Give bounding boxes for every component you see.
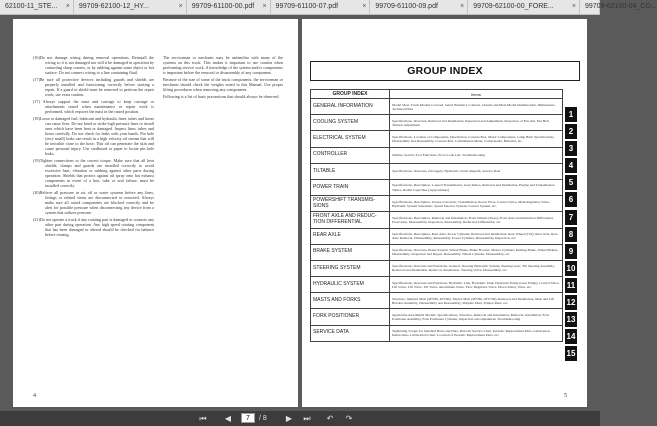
intro-paragraph: The serviceman or mechanic may be unfamiliar with many of the systems on this truck. This makes it important to use caution when performing service work. A knowledge of the system and/or components is important before the removal or disassembly of any component. bbox=[163, 55, 283, 75]
first-page-icon[interactable]: ⏮ bbox=[199, 414, 207, 423]
section-tab-column bbox=[563, 106, 577, 362]
group-name: POWERSHIFT TRANSMIS-SIONS bbox=[311, 196, 390, 212]
text-column-right bbox=[163, 55, 283, 101]
group-name: CONTROLLER bbox=[311, 147, 390, 163]
section-tab[interactable] bbox=[563, 209, 577, 226]
section-tab[interactable] bbox=[563, 157, 577, 174]
table-row[interactable] bbox=[311, 115, 563, 131]
group-items: Tightening Torque for Standard Bolts and Nuts, Periodic Service Chart, Periodic Replacement Parts, Lubrication Instructions, Lubrication Chart, Location of Periodic Replacement Parts, etc. bbox=[390, 325, 563, 341]
column-header-group: GROUP INDEX bbox=[311, 90, 390, 99]
tab-label: 99709-62100-04_CO... bbox=[585, 3, 657, 10]
section-tab-number: 8 bbox=[565, 227, 577, 242]
section-tab[interactable] bbox=[563, 174, 577, 191]
group-items: Applicable Attachment Models, Specifications, Structure, Removal and Installation, Removal, Installation, Fork Positioner Assembly, Fork Positioner Cylinder, Inspection and adjustment, Troubleshooting bbox=[390, 309, 563, 325]
group-name: TILTABLE bbox=[311, 163, 390, 179]
section-tab-number: 13 bbox=[565, 312, 577, 327]
tab-label: 99709-62100-12_HY... bbox=[78, 3, 149, 10]
undo-icon[interactable]: ↶ bbox=[326, 414, 334, 423]
text-column-left bbox=[33, 55, 154, 239]
group-items: Specifications, Location of Components, Description, Console Box, Major Components, Lamp Bulb Specifications, Disassembly and Reassembly, Console Box, Combination Meter, Components, Batteries, etc. bbox=[390, 131, 563, 147]
precaution-paragraph: (19)Tighten connections to the correct torque. Make sure that all heat shields, clamps and guards are installed correctly to avoid excessive heat, vibration or rubbing against other parts during operation. Shields that protect against oil spray onto hot exhaust components in event of a line, tube or seal failure, must be installed correctly. bbox=[33, 158, 154, 188]
section-tab-number: 1 bbox=[565, 107, 577, 122]
section-tab-number: 12 bbox=[565, 295, 577, 310]
redo-icon[interactable]: ↷ bbox=[345, 414, 353, 423]
pdf-page-right bbox=[302, 19, 587, 407]
close-icon[interactable]: × bbox=[362, 3, 367, 10]
table-row[interactable] bbox=[311, 179, 563, 195]
group-items: Specifications, Description, Torque Converter, Transmission, Power Flow, Control Valve, Main Regulator Valve, Hydraulic System Schematic, Speed Selector System, Control System, etc. bbox=[390, 196, 563, 212]
section-tab-number: 6 bbox=[565, 192, 577, 207]
close-icon[interactable]: × bbox=[178, 3, 183, 10]
document-tab[interactable] bbox=[271, 0, 371, 14]
close-icon[interactable]: × bbox=[65, 3, 70, 10]
section-tab[interactable] bbox=[563, 328, 577, 345]
precaution-paragraph: (20)Relieve all pressure in air, oil or water systems before any lines, fittings or related items are disconnected or removed. Always make sure all raised components are blocked correctly and be alert for possible pressure when disconnecting any device from a system that utilizes pressure. bbox=[33, 190, 154, 215]
section-tab-number: 3 bbox=[565, 141, 577, 156]
precaution-paragraph: (17) Always support the mast and carriage to keep carriage or attachments raised when maintenance or repair work is performed, which requires the mast in the raised position. bbox=[33, 99, 154, 114]
group-name: STEERING SYSTEM bbox=[311, 260, 390, 276]
group-name: BRAKE SYSTEM bbox=[311, 244, 390, 260]
group-name: POWER TRAIN bbox=[311, 179, 390, 195]
table-row[interactable] bbox=[311, 277, 563, 293]
section-tab[interactable] bbox=[563, 277, 577, 294]
page-total: / 8 bbox=[259, 415, 267, 422]
column-header-items: Items bbox=[390, 90, 563, 99]
table-row[interactable] bbox=[311, 244, 563, 260]
group-items: Model View, Truck Models Covered, Serial Number Locations, Chassis and Mast Model Identification, Dimensions, Technical Data bbox=[390, 99, 563, 115]
group-items: Specifications, Structure, Removal and Installation, Inspection and Adjustment, Inspection of Fan belt, Fan Belt Tension Adjustment bbox=[390, 115, 563, 131]
section-tab[interactable] bbox=[563, 345, 577, 362]
section-tab-number: 2 bbox=[565, 124, 577, 139]
tab-label: 99709-62100-00_FORE... bbox=[473, 3, 554, 10]
section-tab-number: 10 bbox=[565, 261, 577, 276]
group-name: COOLING SYSTEM bbox=[311, 115, 390, 131]
group-name: MASTS AND FORKS bbox=[311, 293, 390, 309]
close-icon[interactable]: × bbox=[262, 3, 267, 10]
group-name: SERVICE DATA bbox=[311, 325, 390, 341]
document-tab-bar bbox=[0, 0, 657, 15]
close-icon[interactable]: × bbox=[460, 3, 465, 10]
group-items: Specifications, Structure, Oil supply, Hydraulic circuit diagram, Service Data bbox=[390, 163, 563, 179]
document-tab[interactable] bbox=[187, 0, 271, 14]
precaution-paragraph: (16)Do not damage wiring during removal operations. Reinstall the wiring so it is not damaged nor will it be damaged in operation by contacting sharp corners, or by rubbing against some object or hot surface. Do not connect wiring to a line containing fluid. bbox=[33, 55, 154, 75]
page-number: 5 bbox=[564, 393, 567, 399]
section-tab[interactable] bbox=[563, 294, 577, 311]
group-name: GENERAL INFORMATION bbox=[311, 99, 390, 115]
section-tab[interactable] bbox=[563, 123, 577, 140]
table-row[interactable] bbox=[311, 196, 563, 212]
document-tab[interactable] bbox=[74, 0, 187, 14]
precaution-paragraph: (18)Loose or damaged fuel, lubricant and hydraulic lines, tubes and hoses can cause fires. Do not bend or strike high pressure lines or install ones which have been bent or damaged. Inspect lines, tubes and hoses carefully. Do not check for leaks with your hands. Pin hole (very small) leaks can result in a high velocity oil stream that will be invisible close to the hose. This oil can penetrate the skin and cause personal injury. Use cardboard or paper to locate pin hole leaks. bbox=[33, 116, 154, 156]
section-tab[interactable] bbox=[563, 226, 577, 243]
section-tab[interactable] bbox=[563, 260, 577, 277]
group-name: REAR AXLE bbox=[311, 228, 390, 244]
group-name: FORK POSITIONER bbox=[311, 309, 390, 325]
page-title: GROUP INDEX bbox=[310, 61, 580, 81]
precaution-paragraph: (17)Be sure all protective devices including guards and shields are properly installed and functioning correctly before starting a repair. If a guard or shield must be removed to perform the repair work, use extra caution. bbox=[33, 77, 154, 97]
document-tab[interactable] bbox=[370, 0, 468, 14]
table-row[interactable] bbox=[311, 309, 563, 325]
next-page-icon[interactable]: ▶ bbox=[285, 414, 293, 423]
section-tab-number: 11 bbox=[565, 278, 577, 293]
section-tab-number: 9 bbox=[565, 244, 577, 259]
table-row[interactable] bbox=[311, 147, 563, 163]
group-items: Specifications, Description, 2-speed Transmission, Gear Ratios, Removal and Installation, Engine and Transmission Tables, Radial Capacities (Approximate) bbox=[390, 179, 563, 195]
group-items: Specifications, Structure and Functions, Hydraulic Line, Hydraulic Tank, Hydraulic Pump (Gear Pump), Control Valve, Lift Valve, Lift Valve, Tilt Valve, Attachment Valve, Flow Regulator Valve, Down Safety Valve, etc. bbox=[390, 277, 563, 293]
previous-page-icon[interactable]: ◀ bbox=[224, 414, 232, 423]
group-name: HYDRAULIC SYSTEM bbox=[311, 277, 390, 293]
document-tab[interactable] bbox=[468, 0, 580, 14]
table-row[interactable] bbox=[311, 99, 563, 115]
section-tab-number: 14 bbox=[565, 329, 577, 344]
table-row[interactable] bbox=[311, 293, 563, 309]
table-row[interactable] bbox=[311, 163, 563, 179]
table-row[interactable] bbox=[311, 228, 563, 244]
page-number: 4 bbox=[33, 393, 36, 399]
group-items: Structure, Simplex Mast (4FV80, 4FV90), Triplex Mast (4FV80, 4FV100), Removal and Installation, Mast and Lift Bracket Assembly, Disassembly and Reassembly, Simplex Mast, Triplex Mast, etc. bbox=[390, 293, 563, 309]
section-tab[interactable] bbox=[563, 140, 577, 157]
navigation-bar bbox=[0, 411, 600, 426]
document-tab[interactable] bbox=[580, 0, 657, 14]
section-tab[interactable] bbox=[563, 311, 577, 328]
page-number-input[interactable]: 7 bbox=[241, 413, 255, 423]
intro-paragraph: Because of the size of some of the truck components, the serviceman or mechanic should check the weights noted in this Manual. Use proper lifting procedures when removing any components. bbox=[163, 77, 283, 92]
table-row[interactable] bbox=[311, 260, 563, 276]
group-index-table bbox=[310, 89, 563, 342]
section-tab-number: 7 bbox=[565, 210, 577, 225]
table-row[interactable] bbox=[311, 325, 563, 341]
group-items: Specifications, Structure and Functions, General, Steering Hydraulic System, Steering Gear, Tilt Steering Assembly, Removal and Installation, Removal, Installation, Steering Valve, Disassembly, etc. bbox=[390, 260, 563, 276]
document-viewer[interactable] bbox=[0, 15, 600, 411]
section-tab[interactable] bbox=[563, 191, 577, 208]
precaution-paragraph: (21)Do not operate a truck if any rotating part is damaged or contacts any other part during operation. Any high speed rotating component that has been damaged or altered should be checked for balance before reusing. bbox=[33, 217, 154, 237]
section-tab-number: 4 bbox=[565, 158, 577, 173]
table-row[interactable] bbox=[311, 131, 563, 147]
group-items: Specifications, Description, Rear Axle, Power Cylinder, Removal and Installation, Rear Wheel (Tire), Rear Axle, Rear Axle Removal, Disassembly, Reassembly, Power Cylinder, Disassembly, Inspection, etc. bbox=[390, 228, 563, 244]
group-items: Specifications, Description, Removal and Installation, Front Wheels (Tires), Front Axle and Reduction Differential, Front Axle, Disassembly, Inspection, Reassembly, Reduction Differential, etc. bbox=[390, 212, 563, 228]
intro-paragraph: Following is a list of basic precautions that should always be observed. bbox=[163, 94, 280, 99]
close-icon[interactable]: × bbox=[571, 3, 576, 10]
section-tab[interactable] bbox=[563, 243, 577, 260]
tab-label: 99709-61100-00.pdf bbox=[191, 3, 255, 10]
tab-label: 99709-61100-09.pdf bbox=[375, 3, 438, 10]
group-name: FRONT AXLE AND REDUC-TION DIFFERENTIAL bbox=[311, 212, 390, 228]
section-tab-number: 15 bbox=[565, 346, 577, 361]
pdf-page-left bbox=[13, 19, 298, 407]
document-tab[interactable] bbox=[0, 0, 74, 14]
tab-label: 62100-11_STE... bbox=[5, 3, 58, 10]
group-items: Outline, Service Tool Functions, Error Code List, Troubleshooting bbox=[390, 147, 563, 163]
section-tab-number: 5 bbox=[565, 175, 577, 190]
group-name: ELECTRICAL SYSTEM bbox=[311, 131, 390, 147]
tab-label: 99709-61100-07.pdf bbox=[275, 3, 339, 10]
section-tab[interactable] bbox=[563, 106, 577, 123]
last-page-icon[interactable]: ⏭ bbox=[303, 414, 311, 423]
table-row[interactable] bbox=[311, 212, 563, 228]
group-items: Specifications, Structure, Brake System, Wheel Brake, Brake Booster, Master Cylinder, Parking Brake, Wheel Brakes, Disassembly, Inspection and Repair, Reassembly, Wheel Cylinder, Disassembly, etc. bbox=[390, 244, 563, 260]
